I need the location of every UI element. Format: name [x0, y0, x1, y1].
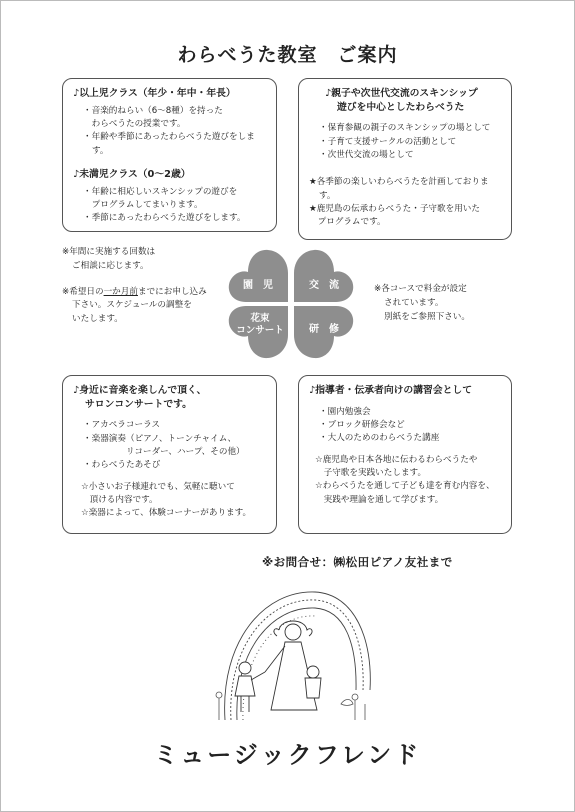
list-item: ・次世代交流の場として: [319, 150, 414, 161]
salon-list: [73, 419, 266, 472]
list-item: ・年齢や季節にあったわらべうた遊びをします。: [83, 132, 255, 156]
child-hand: [251, 672, 265, 680]
flower-icon: [216, 692, 222, 698]
page-title: わらべうた教室 ご案内: [177, 44, 398, 66]
exchange-heading-2: 遊びを中心としたわらべうた: [337, 101, 465, 113]
mother-head: [285, 624, 301, 640]
note-line: プログラムです。: [309, 217, 386, 228]
note-line: 実践や理論を通して学びます。: [315, 494, 444, 505]
older-class-list: [73, 105, 266, 158]
list-item: リコーダー、ハープ、その他）: [83, 447, 245, 458]
exchange-list: [309, 122, 501, 162]
clover-petals: [229, 250, 353, 358]
baby-body: [305, 678, 321, 698]
list-item: ・保育参観の親子のスキンシップの場として: [319, 123, 491, 134]
note-line: されています。: [384, 297, 444, 308]
note-line: ★鹿児島の伝承わらべうた・子守歌を用いた: [309, 203, 480, 214]
list-item: ・園内勉強会: [319, 406, 371, 417]
list-item: ・子育て支援サークルの活動として: [319, 136, 457, 147]
flower-icon: [352, 694, 358, 700]
list-item: ・わらべうたあそび: [83, 460, 161, 471]
note-line: 頂ける内容です。: [81, 494, 158, 505]
note-line: ☆わらべうたを通して子ども達を育む内容を、: [315, 481, 495, 492]
older-class-heading: ♪以上児クラス（年少・年中・年長）: [73, 88, 236, 99]
brand-logo-text: ミュージックフレンド: [153, 741, 422, 769]
exchange-heading-1: ♪親子や次世代交流のスキンシップ: [325, 88, 478, 99]
note-line: ご相談に応じます。: [72, 260, 149, 271]
class-info-box: [62, 78, 277, 232]
list-item: ・音楽的ねらい（6～8種）を持った: [83, 105, 223, 116]
list-item: プログラムしてまいります。: [83, 199, 203, 210]
child-head: [239, 662, 251, 674]
workshop-notes: [309, 454, 501, 507]
contact-line: ※お問合せ：㈱松田ピアノ友社まで: [262, 555, 453, 569]
fee-note: [374, 283, 524, 324]
note-line: ★各季節の楽しいわらべうたを計画しております。: [309, 177, 489, 201]
baby-head: [307, 666, 319, 678]
petal-label-training: 研 修: [309, 324, 339, 335]
note-line: ※年間に実施する回数は: [62, 247, 156, 257]
list-item: ・大人のためのわらべうた講座: [319, 433, 440, 444]
heart-petal-top-left: [229, 250, 288, 302]
note-line: ※各コースで料金が設定: [374, 284, 467, 294]
list-item: ・季節にあったわらべうた遊びをします。: [83, 213, 246, 224]
note-line: ※希望日の一か月前までにお申し込み: [62, 286, 207, 297]
workshop-box: [298, 375, 512, 534]
note-line: 子守歌を実践いたします。: [315, 467, 427, 478]
list-item: ・楽器演奏（ピアノ、トーンチャイム、: [83, 433, 237, 444]
infant-class-list: [73, 186, 266, 226]
list-item: ・年齢に相応しいスキンシップの遊びを: [83, 186, 238, 197]
note-line: ☆鹿児島や日本各地に伝わるわらべうたや: [315, 454, 478, 465]
petal-label-exchange: 交 流: [309, 280, 339, 291]
note-line: いたします。: [72, 314, 123, 324]
petal-label-children: 園 児: [243, 280, 273, 291]
workshop-list: [309, 406, 501, 446]
note-line: 下さい。スケジュールの調整を: [72, 300, 192, 311]
note-line: ☆楽器によって、体験コーナーがあります。: [81, 508, 252, 519]
salon-heading-1: ♪身近に音楽を楽しんで頂く、: [73, 385, 207, 396]
salon-concert-box: [62, 375, 277, 534]
clover-diagram: [224, 243, 358, 365]
heart-petal-top-right: [294, 250, 353, 302]
note-line: 別紙をご参照下さい。: [384, 311, 470, 322]
salon-notes: [73, 481, 266, 521]
note-line: ☆小さいお子様連れでも、気軽に聴いて: [81, 481, 235, 492]
petal-label-concert-2: コンサート: [236, 325, 284, 336]
salon-heading-2: サロンコンサートです。: [85, 398, 192, 410]
bird-icon: [341, 700, 353, 706]
child-legs: [241, 696, 249, 712]
list-item: ・アカペラコーラス: [83, 420, 161, 431]
infant-class-heading: ♪未満児クラス（0～2歳）: [73, 168, 191, 180]
schedule-note: [62, 246, 237, 327]
exchange-notes: [309, 176, 501, 229]
list-item: わらべうたの授業です。: [83, 119, 186, 130]
list-item: ・ブロック研修会など: [319, 420, 405, 431]
petal-label-concert-1: 花束: [250, 313, 270, 324]
exchange-info-box: [298, 78, 512, 240]
workshop-heading: ♪指導者・伝承者向けの講習会として: [309, 385, 473, 396]
illustration-children-arch: [205, 580, 380, 725]
